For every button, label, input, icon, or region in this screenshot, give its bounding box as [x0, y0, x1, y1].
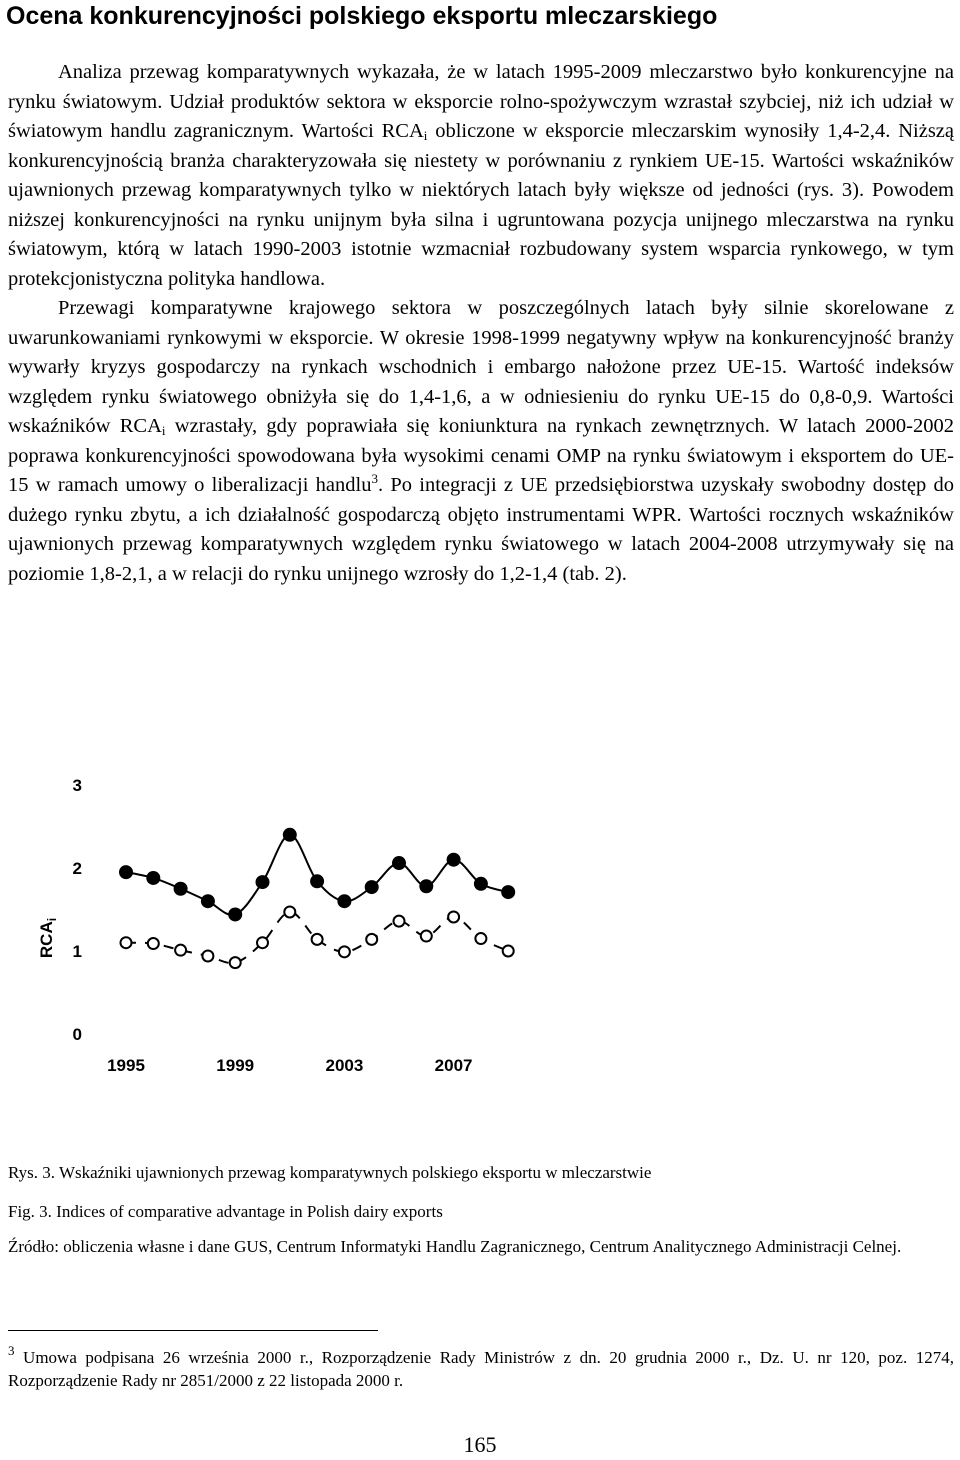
data-point: [503, 946, 514, 957]
data-point: [310, 874, 324, 888]
paragraph-1: [8, 58, 954, 294]
page-title: Ocena konkurencyjności polskiego eksportu mleczarskiego: [6, 2, 718, 30]
data-point: [448, 911, 459, 922]
x-tick-label: 2003: [325, 1056, 364, 1075]
page-number: 165: [463, 1432, 497, 1457]
footnote-ref: 3: [371, 471, 378, 486]
subscript-i: i: [423, 128, 428, 143]
data-point: [201, 894, 215, 908]
paragraph-2-part-c: . Po integracji z UE przedsiębiorstwa uzyskały swobodny dostęp do dużego rynku zbytu, a ich działalność gospodarczą objęto instrumentami WPR. Wartości rocznych wskaźników ujawnionych przewag komparatywnych względem rynku światowego w latach 2004-2008 utrzymywały się na poziomie 1,8-2,1, a w relacji do rynku unijnego wzrosły do 1,2-1,4 (tab. 2).: [8, 474, 954, 585]
figure-caption-en: Fig. 3. Indices of comparative advantage in Polish dairy exports: [8, 1202, 443, 1221]
paragraph-2-part-b: wzrastały, gdy poprawiała się koniunktura na rynkach zewnętrznych. W latach 2000-2002 poprawa konkurencyjności spowodowana była wysokimi cenami OMP na rynku światowym i eksportem do UE-15 w ramach umowy o liberalizacji handlu: [8, 415, 954, 496]
data-point: [119, 865, 133, 879]
data-point: [392, 856, 406, 870]
paragraph-1-part-a: Analiza przewag komparatywnych wykazała, że w latach 1995-2009 mleczarstwo było konkurencyjne na rynku światowym. Udział produktów sektora w eksporcie rolno-spożywczym wzrastał szybciej, niż ich udział w światowym handlu zagranicznym. Wartości RCA: [8, 61, 954, 142]
x-tick-label: 2007: [434, 1056, 473, 1075]
subscript-i: i: [161, 423, 166, 438]
data-point: [230, 957, 241, 968]
data-point: [337, 894, 351, 908]
paragraph-2: [8, 294, 954, 589]
figure-source: Źródło: obliczenia własne i dane GUS, Centrum Informatyki Handlu Zagranicznego, Centrum Analitycznego Administracji Celnej.: [8, 1237, 902, 1256]
footnote-mark: 3: [8, 1343, 15, 1358]
y-axis-label: $RCA_i$: [37, 917, 59, 959]
y-tick-label: 0: [72, 1025, 82, 1044]
footnote-text: Umowa podpisana 26 września 2000 r., Rozporządzenie Rady Ministrów z dn. 20 grudnia 2000 r., Dz. U. nr 120, poz. 1274, Rozporządzenie Rady nr 2851/2000 z 22 listopada 2000 r.: [8, 1348, 954, 1390]
data-point: [419, 879, 433, 893]
y-axis-title: [37, 918, 59, 958]
data-point: [202, 950, 213, 961]
x-tick-label: 1999: [216, 1056, 255, 1075]
rca-line-chart: [0, 770, 960, 1150]
x-tick-label: 1995: [107, 1056, 145, 1075]
footnote-divider: [8, 1330, 378, 1331]
data-point: [175, 945, 186, 956]
data-point: [474, 877, 488, 891]
series-layer: [119, 828, 515, 968]
data-point: [148, 938, 159, 949]
data-point: [283, 828, 297, 842]
paragraph-2-part-a: Przewagi komparatywne krajowego sektora w poszczególnych latach były silnie skorelowane z uwarunkowaniami rynkowymi w eksporcie. W okresie 1998-1999 negatywny wpływ na konkurencyjność branży wywarły kryzys gospodarczy na rynkach wschodnich i embargo nałożone przez UE-15. Wartość indeksów względem rynku światowego obniżyła się do 1,4-1,6, a w odniesieniu do rynku UE-15 do 0,8-0,9. Wartości wskaźników RCA: [8, 297, 954, 437]
data-point: [121, 937, 132, 948]
y-tick-label: 3: [72, 776, 82, 795]
data-point: [365, 880, 379, 894]
data-point: [146, 871, 160, 885]
data-point: [284, 906, 295, 917]
data-point: [256, 875, 270, 889]
figure-caption-pl: Rys. 3. Wskaźniki ujawnionych przewag komparatywnych polskiego eksportu w mleczarstwie: [8, 1163, 652, 1182]
footnote: [8, 1343, 954, 1392]
series-world: [119, 828, 515, 922]
data-point: [394, 916, 405, 927]
data-point: [475, 933, 486, 944]
x-tick-labels: [107, 1056, 472, 1075]
data-point: [447, 853, 461, 867]
data-point: [339, 946, 350, 957]
data-point: [257, 937, 268, 948]
data-point: [174, 882, 188, 896]
data-point: [312, 934, 323, 945]
y-tick-label: 2: [72, 859, 82, 878]
data-point: [501, 885, 515, 899]
body-text: [8, 58, 954, 589]
y-tick-label: 1: [72, 942, 82, 961]
y-tick-labels: [73, 776, 82, 1044]
paragraph-1-part-b: obliczone w eksporcie mleczarskim wynosiły 1,4-2,4. Niższą konkurencyjnością branża charakteryzowała się niestety w porównaniu z rynkiem UE-15. Wartości wskaźników ujawnionych przewag komparatywnych tylko w niektórych latach były większe od jedności (rys. 3). Powodem niższej konkurencyjności na rynku unijnym była silna i ugruntowana pozycja unijnego mleczarstwa na rynku światowym, którą w latach 1990-2003 istotnie wzmacniał rozbudowany system wsparcia rynkowego, w tym protekcjonistyczna polityka handlowa.: [8, 120, 954, 290]
data-point: [421, 931, 432, 942]
series-eu15: [121, 906, 514, 968]
data-point: [366, 934, 377, 945]
data-point: [228, 907, 242, 921]
